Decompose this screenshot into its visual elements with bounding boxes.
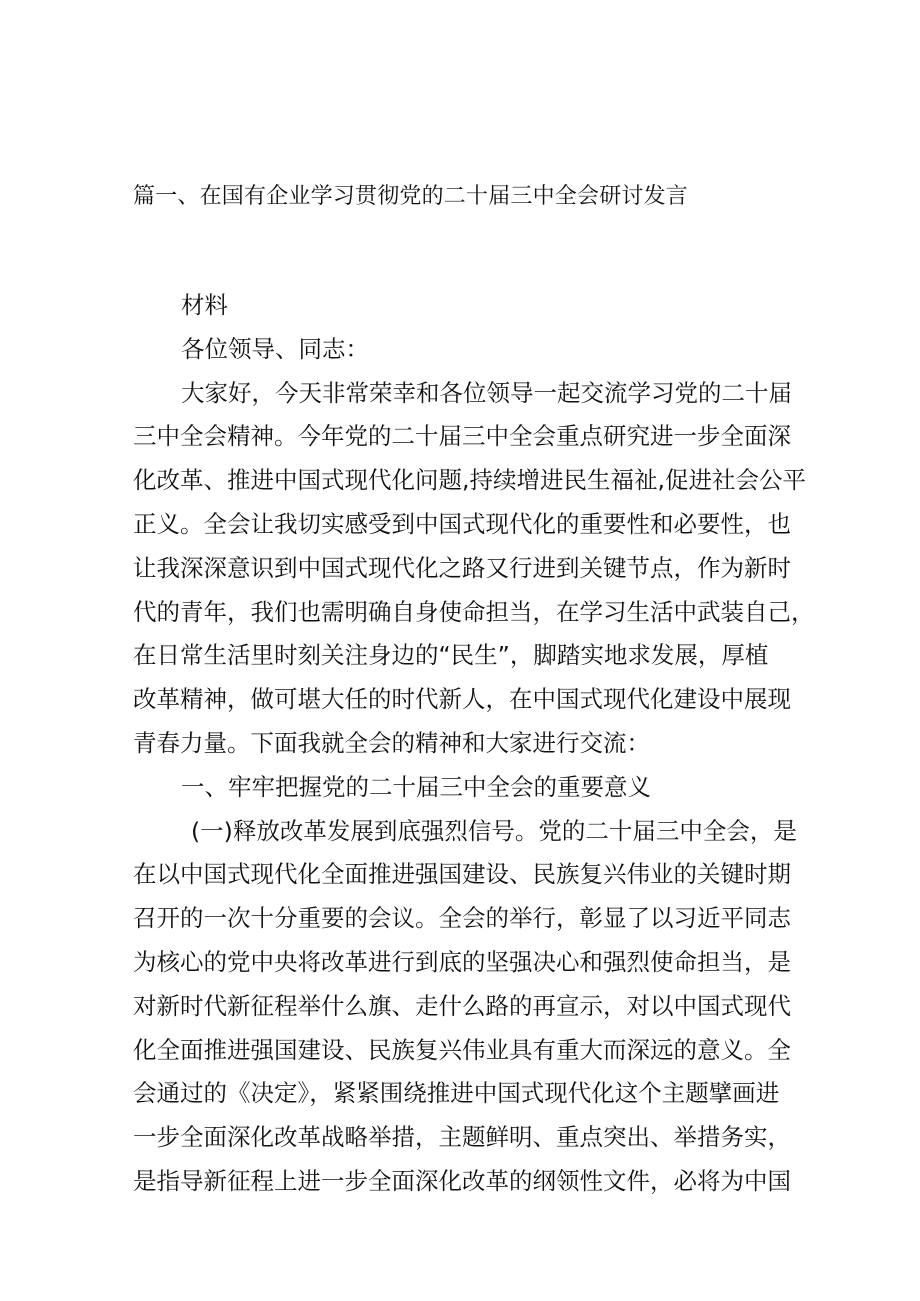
body-line: 各位领导、同志： bbox=[181, 334, 369, 363]
body-line: 对新时代新征程举什么旗、走什么路的再宣示，对以中国式现代 bbox=[133, 991, 791, 1020]
body-line: 在日常生活里时刻关注身边的“民生”，脚踏实地求发展，厚植 bbox=[133, 641, 769, 670]
body-line: 在以中国式现代化全面推进强国建设、民族复兴伟业的关键时期 bbox=[133, 860, 791, 889]
body-line: 召开的一次十分重要的会议。全会的举行，彰显了以习近平同志 bbox=[133, 904, 791, 933]
document-body bbox=[133, 284, 815, 1204]
body-line: 三中全会精神。今年党的二十届三中全会重点研究进一步全面深 bbox=[133, 422, 791, 451]
body-line: 改革精神，做可堪大任的时代新人，在中国式现代化建设中展现 bbox=[133, 685, 791, 714]
body-line: 是指导新征程上进一步全面深化改革的纲领性文件，必将为中国 bbox=[133, 1166, 791, 1195]
body-line: 一步全面深化改革战略举措，主题鲜明、重点突出、举措务实， bbox=[133, 1123, 791, 1152]
body-line: 化全面推进强国建设、民族复兴伟业具有重大而深远的意义。全 bbox=[133, 1035, 791, 1064]
section-heading: 一、牢牢把握党的二十届三中全会的重要意义 bbox=[181, 772, 651, 801]
body-line: 为核心的党中央将改革进行到底的坚强决心和强烈使命担当，是 bbox=[133, 947, 791, 976]
body-line: 化改革、推进中国式现代化问题,持续增进民生福祉,促进社会公平 bbox=[133, 466, 806, 495]
document-title: 篇一、在国有企业学习贯彻党的二十届三中全会研讨发言 bbox=[133, 184, 689, 209]
body-line: 材料 bbox=[181, 291, 228, 319]
subsection-heading: (一)释放改革发展到底强烈信号。党的二十届三中全会，是 bbox=[191, 816, 797, 845]
body-line: 会通过的《决定》，紧紧围绕推进中国式现代化这个主题擘画进 bbox=[133, 1079, 780, 1108]
body-line: 让我深深意识到中国式现代化之路又行进到关键节点，作为新时 bbox=[133, 553, 791, 582]
body-line: 代的青年，我们也需明确自身使命担当，在学习生活中武装自己， bbox=[133, 597, 815, 626]
body-line: 正义。全会让我切实感受到中国式现代化的重要性和必要性，也 bbox=[133, 509, 791, 538]
body-line: 大家好，今天非常荣幸和各位领导一起交流学习党的二十届 bbox=[181, 378, 792, 407]
body-line: 青春力量。下面我就全会的精神和大家进行交流： bbox=[133, 728, 650, 757]
